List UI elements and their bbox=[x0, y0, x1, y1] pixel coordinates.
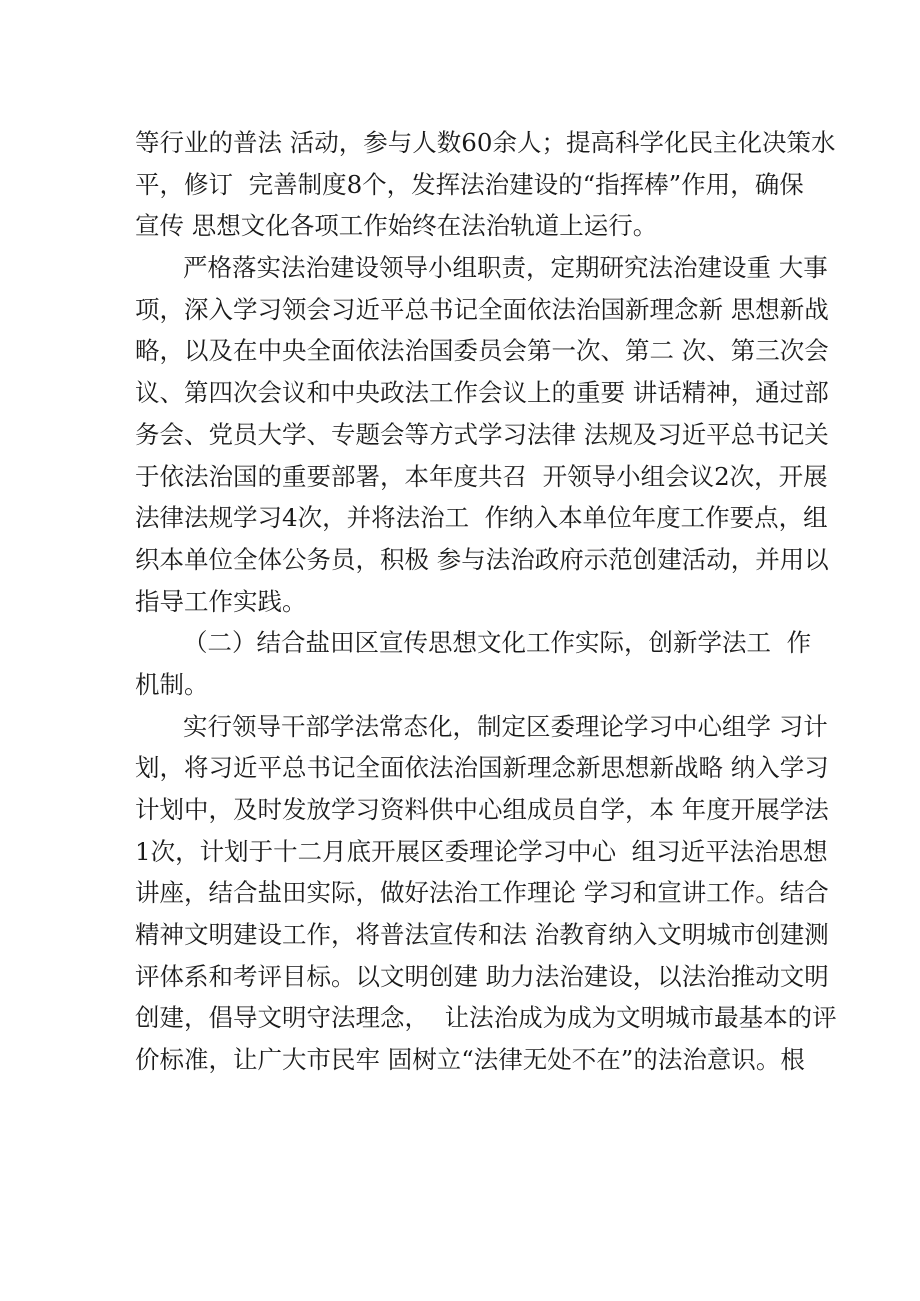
paragraph-line: 织本单位全体公务员，积极 参与法治政府示范创建活动，并用以 bbox=[135, 544, 829, 574]
paragraph-line: 议、第四次会议和中央政法工作会议上的重要 讲话精神，通过部 bbox=[135, 378, 829, 408]
paragraph-line: 平，修订 完善制度8个，发挥法治建设的“指挥棒”作用，确保 bbox=[135, 169, 804, 199]
paragraph-1 bbox=[135, 122, 836, 247]
paragraph-line: 于依法治国的重要部署，本年度共召 开领导小组会议2次，开展 bbox=[135, 461, 828, 491]
paragraph-line: 严格落实法治建设领导小组职责，定期研究法治建设重 大事 bbox=[183, 253, 828, 283]
paragraph-line: 项，深入学习领会习近平总书记全面依法治国新理念新 思想新战 bbox=[135, 294, 829, 324]
paragraph-line: 指导工作实践。 bbox=[135, 586, 307, 616]
section-heading-line: （二）结合盐田区宣传思想文化工作实际，创新学法工 作 bbox=[183, 628, 812, 658]
paragraph-line: 宣传 思想文化各项工作始终在法治轨道上运行。 bbox=[135, 211, 658, 241]
paragraph-4 bbox=[135, 706, 837, 1081]
paragraph-line: 略，以及在中央全面依法治国委员会第一次、第二 次、第三次会 bbox=[135, 336, 829, 366]
paragraph-line: 等行业的普法 活动，参与人数60余人；提高科学化民主化决策水 bbox=[135, 128, 836, 157]
paragraph-line: 精神文明建设工作，将普法宣传和法 治教育纳入文明城市创建测 bbox=[135, 920, 829, 950]
paragraph-line: 法律法规学习4次，并将法治工 作纳入本单位年度工作要点，组 bbox=[135, 503, 828, 533]
paragraph-line: 划，将习近平总书记全面依法治国新理念新思想新战略 纳入学习 bbox=[135, 753, 829, 783]
paragraph-line: 价标准，让广大市民牢 固树立“法律无处不在”的法治意识。根 bbox=[135, 1045, 805, 1075]
paragraph-line: 讲座，结合盐田实际，做好法治工作理论 学习和宣讲工作。结合 bbox=[135, 878, 829, 908]
paragraph-line: 实行领导干部学法常态化，制定区委理论学习中心组学 习计 bbox=[183, 711, 828, 741]
paragraph-line: 1次，计划于十二月底开展区委理论学习中心 组习近平法治思想 bbox=[135, 836, 828, 866]
section-heading bbox=[135, 622, 812, 705]
document-body bbox=[135, 122, 837, 1081]
section-heading-line: 机制。 bbox=[135, 669, 209, 699]
paragraph-line: 评体系和考评目标。以文明创建 助力法治建设，以法治推动文明 bbox=[135, 961, 829, 991]
paragraph-2 bbox=[135, 247, 829, 622]
paragraph-line: 务会、党员大学、专题会等方式学习法律 法规及习近平总书记关 bbox=[135, 419, 829, 449]
paragraph-line: 创建，倡导文明守法理念， 让法治成为成为文明城市最基本的评 bbox=[135, 1003, 837, 1033]
paragraph-line: 计划中，及时发放学习资料供中心组成员自学，本 年度开展学法 bbox=[135, 795, 829, 824]
